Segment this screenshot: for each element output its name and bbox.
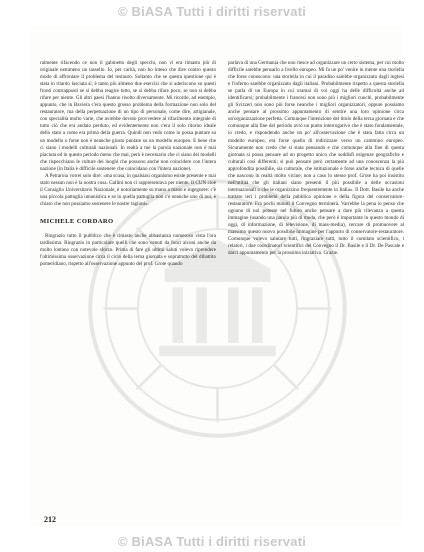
section-paragraph-1: Ringrazio tutto il pubblico che è rimasto anche abbastanza numeroso vista l'ora tardissima. Ringrazio in particolare quelli che sono venuti da fuori alcuni anche da molto lontano con notevole sforzo. Prima di fare gli ultimi saluti volevo riprendere l'ultimissima osservazione circa il ciclo della terna giornata e soprattutto del dibattito pomeridiano, rispetto all'osservazione appunto del prof. Grote quando [40, 233, 216, 268]
copyright-banner-top: © BiASA Tutti i diritti riservati [117, 3, 307, 19]
right-paragraph-1: parlava di una Germania che non riesce ad organizzare un certo sistema, per cui molto difficile sarebbe pensarlo a livello europeo. Mi fa un po' venire in mente una storiella che forse conoscono: una storiella in cui il paradiso sarebbe organizzato dagli inglesi e l'inferno sarebbe organizzato dagli italiani. Probabilmente rispetto a questa storiella se parla di un Europa in cui oramai di voi oggi ha delle difficoltà anche ad identificarsi; probabilmente i francesi non sono più i migliori cuochi, probabilmente gli Svizzeri non sono più forse neanche i migliori organizzatori, oppure possiamo anche pensare al prossimo appuntamento di sentire una loro opinione circa un'organizzazione perfetta. Comunque l'intenzione del titolo della terza giornata e che comunque alla fine del periodo avrò un punto interrogativo che è stato fondamentale, io credo, e rispondendo anche un po' all'osservazione che è stata fatta circa un modello europeo, era forse quella di indirizzare verso un cammino europeo. Sicuramente non credo che si stata pensando e che comunque alla fine di questa giornata si possa pensare ad un progetto unico che soddisfi esigenze geografiche e culturali così differenti; si può pensare però certamente ad una conoscenza la più approfondita possibile, sia culturale, che istituzionale e forse anche tecnica di quelle che nascono in realtà molto vicine; non a caso lo stesso prof. Grote ha poi insistito nell'utilità che gli italiani siano presenti il più possibile a delle occasioni internazionali o che le organizzino frequentemente in Italia». Il Dott. Basile ha anche trattato ieri i problemi della pubblica opinione e della figura del conservatore-restauratore. Fra pochi minuti il Convegno terminerà. Varrebbe la pena io penso che ognuno di noi potesse nel futuro anche pensare a dare più rilevanza a questa immagine (usando una parola più di moda, che però è importante in questo mondo di oggi, di informazione, di televisione, di mass-media), cercare di promuovere al massimo questo nuovo possibile immagine per l'apporto di conservatore-restauratore. Comunque volevo salutare tutti, ringraziare tutti, tutto il comitato scientifico, i relatori, i due coordinatori scientifici del Convegno il Dr. Basile e il Dr. De Pascale e darci appuntamento per la prossima iniziativa. Grazie. [228, 60, 404, 257]
left-paragraph-1: ralmente rifacendo ce non il gabinetto degli specchi, non vi era rimasto più di originale nemmeno un tassello. Io, per carità, non ho inteso che dire contro questo modo di affrontare il problema del restauro. Soltanto che se questa questione qui è stata in ritardo lasciata sì, è tanto più almeno due esercizi che si aderiscono su questi fronti contrapposti se si debba reagire tutto, se si debba rifare poco, se non si debba rifare per niente. Gli altri paesi l'hanno risolto diversamente. Mi ricordo, ad esempio, appunto, che in Baviera c'era questo grosso problema della formazione non solo del restauratore, ma della perpetuazione di un tipo di personale, come dire, artigianale, con specialità molto varie, che avrebbe dovuto provvedere al rifacimento integrale di tutto ciò che era andato perduto, ed evidentemente non c'era il solo ritorno ideale dello stato a come era prima della guerra. Quindi non vedo come io possa puntare su un modello o forse non è neanche giusto puntare su un modello europeo. E bene che ci siano i modelli culturali nazionali. In realtà a me la parola nazionale non è mai piaciuta ed in questo periodo meno che mai, però è necessario che ci siano dei modelli che rispecchiano le culture dei luoghi che possono anche non coincidere con l'intera nazione (in Italia è difficile sostenere che coincidano con l'intera nazione). [40, 60, 216, 172]
page-number: 212 [44, 515, 56, 524]
left-paragraph-2: A Petraroia vorrei solo dire: «ma scusa, in qualsiasi organismo esiste presente e mai stato nessun non è la nostra cosa. Gallini non ci rappresentava per niente. Il CUN cioè il Consiglio Universitario Nazionale, è notoriamente su mano a mano e ingegnere: c'è una piccola pattuglia umanistica e se in quella pattuglia non c'è neanche uno di noi, è chiaro che non possiamo sostenere le nostre ragioni». [40, 172, 216, 207]
section-heading: MICHELE CORDARO [40, 217, 114, 225]
right-column [228, 60, 404, 257]
document-page [30, 26, 402, 526]
left-column [40, 60, 216, 268]
copyright-banner-bottom: © BiASA Tutti i diritti riservati [117, 533, 307, 549]
